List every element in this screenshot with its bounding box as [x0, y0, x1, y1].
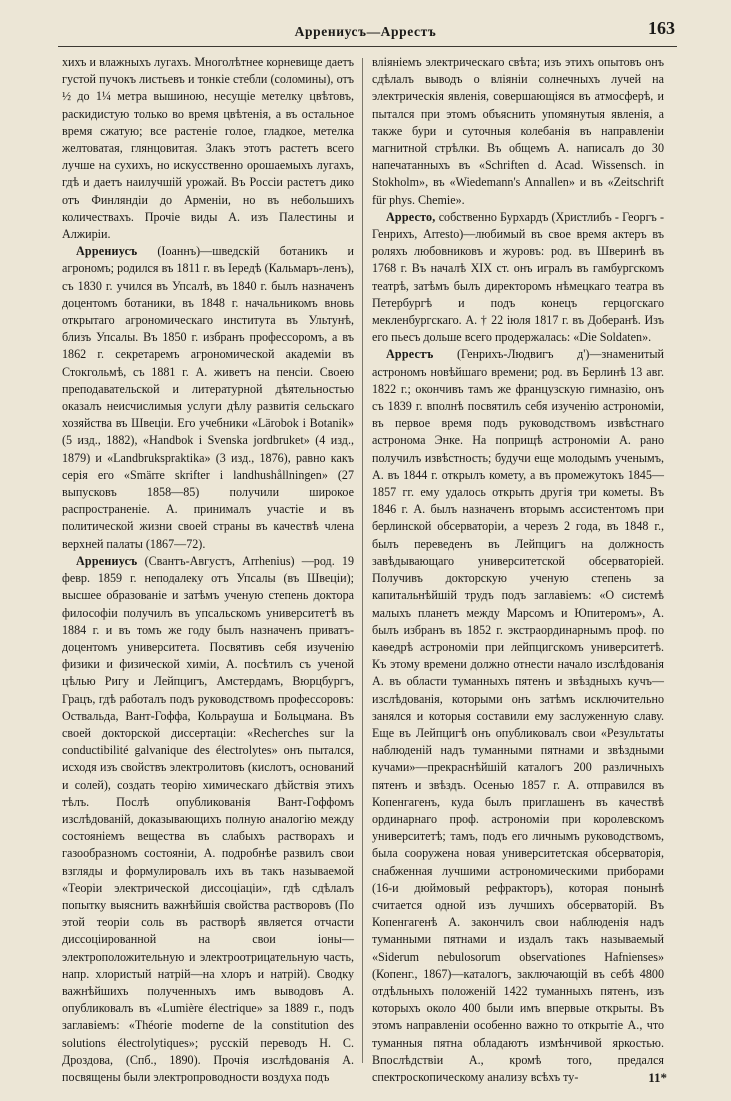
page-number: 163	[648, 18, 675, 38]
entry-body: (Свантъ-Августъ, Arrhenius) —род. 19 февр. 1859 г. неподалеку отъ Упсалы (въ Швеціи); высшее образованіе и затѣмъ ученую степень доктора философіи получилъ въ упсальскомъ университетѣ въ 1884 г. и въ томъ же году былъ назначенъ приватъ-доцентомъ университета. Посвятивъ себя изученію физики и физической химіи, А. посѣтилъ съ ученой цѣлью Ригу и Лейпцигъ, Амстердамъ, Вюрцбургъ, Грацъ, гдѣ работалъ подъ руководствомъ профессоровъ: Оствальда, Вант-Гоффа, Кольрауша и Больцмана. Въ своей докторской диссертаціи: «Recherches sur la conductibilité galvanique des électrolytes» онъ пытался, исходя изъ свойствъ электролитовъ (кислотъ, оснований и солей), создать теорію химическаго дѣйствія этихъ тѣлъ. Послѣ опубликованія Вант-Гоффомъ изслѣдованій, доказывающихъ полную аналогію между состояніемъ вещества въ слабыхъ растворахъ и газообразномъ состояніи, А. подробнѣе развилъ свои взгляды и формулировалъ ихъ въ такъ называемой «Теоріи электрической диссоціаціи», гдѣ сдѣлалъ попытку выяснить важнѣйшія свойства растворовъ (По этой теоріи соль въ растворѣ является отчасти диссоціированной на свои іоны—электроположительную и электроотрицательную часть, напр. хлористый натрій—на хлоръ и натрій). Сводку важнѣйшихъ полученныхъ имъ выводовъ А. опубликовалъ въ «Lumière électrique» за 1889 г., подъ заглавіемъ: «Théorie moderne de la constitution des solutions électrolytiques»; русскій переводъ Н. С. Дроздова, (Спб., 1890). Прочія изслѣдованія А. посвящены были электропроводности воздуха подъ	[62, 553, 354, 1084]
left-column	[62, 54, 354, 1084]
page-header	[0, 18, 731, 44]
continuation-text-right: вліяніемъ электрическаго свѣта; изъ этихъ опытовъ онъ сдѣлалъ выводъ о вліяніи солнечныхъ лучей на электрическія явленія, совершающіяся въ атмосферѣ, и пытался при этомъ объяснить упомянутыя явленія, а также бури и суточныя колебанія въ направленіи магнитной стрѣлки. Въ общемъ А. написалъ до 30 напечатанныхъ въ «Schriften d. Acad. Wissensch. in Stokholm», въ «Wiedemann's Annallen» и въ «Zeitschrift für phys. Chemie».	[372, 55, 664, 207]
continuation-text-left: хихъ и влажныхъ лугахъ. Многолѣтнее корневище даетъ густой пучокъ листьевъ и тонкіе стебли (соломины), отъ ½ до 1¼ метра вышиною, несущіе метелку цвѣтовъ, раскидистую только во время цвѣтенія, а въ остальное время сжатую; все растеніе голое, гладкое, метелка желтоватая, глянцовитая. Злакъ этотъ растетъ всего лучше на сухихъ, но искусственно орошаемыхъ лугахъ, гдѣ и даетъ наилучшій урожай. Въ Россіи растетъ дико отъ Финляндіи до Арменіи, но въ небольшихъ количествахъ. Прочіе виды А. изъ Палестины и Алжиріи.	[62, 55, 354, 242]
article-entry	[372, 346, 664, 1086]
entry-headword: Арресто,	[386, 209, 436, 224]
article-entry	[62, 553, 354, 1086]
running-title: Аррениусъ—Аррестъ	[294, 24, 437, 39]
article-entry	[372, 209, 664, 347]
column-divider	[362, 58, 363, 1063]
entry-body: (Іоаннъ)—шведскій ботаникъ и агрономъ; родился въ 1811 г. въ Іередѣ (Кальмаръ-ленъ), съ 1830 г. учился въ Упсалѣ, въ 1840 г. былъ назначенъ доцентомъ ботаники, въ 1848 г. начальникомъ вновь открытаго агрономическаго института въ Ультунѣ, близъ Упсалы. Въ 1850 г. избранъ профессоромъ, а въ 1862 г. секретаремъ агрономической академіи въ Стокгольмѣ, съ 1881 г. А. живетъ на пенсіи. Своею преподавательской и литературной дѣятельностью оказалъ неисчислимыя услуги дѣлу развитія сельскаго хозяйства въ Швеціи. Его учебники «Lärobok i Botanik» (5 изд., 1882), «Handbok i Svenska jordbruket» (4 изд., 1879) и «Landbrukspraktika» (3 изд., 1876), равно какъ серія его «Smärre skrifter i landhushållningen» (27 выпусковъ 1858—85) получили широкое распространеніе. А. принималъ участіе и въ политической жизни своей страны въ качествѣ члена верхней палаты (1867—72).	[62, 244, 354, 551]
entry-headword: Аррениусъ	[76, 553, 138, 568]
header-rule	[58, 46, 677, 47]
article-entry	[62, 243, 354, 553]
entry-headword: Аррестъ	[386, 347, 434, 362]
signature-mark: 11*	[648, 1070, 667, 1085]
entry-headword: Аррениусъ	[76, 244, 138, 259]
entry-body: собственно Бурхардъ (Христлибъ - Георгъ - Генрихъ, Arresto)—любимый въ свое время актеръ въ роляхъ любовниковъ и журовъ: род. въ Шверинѣ въ 1768 г. Въ началѣ XIX ст. онъ игралъ въ гамбургскомъ театрѣ, затѣмъ былъ директоромъ нѣмецкаго театра въ Петербургѣ и подъ конецъ герцогскаго мекленбургскаго. А. † 22 іюля 1817 г. въ Доберанѣ. Изъ его пьесъ дольше всего продержалась: «Die Soldaten».	[372, 209, 664, 345]
entry-body: (Генрихъ-Людвигъ д')—знаменитый астрономъ новѣйшаго времени; род. въ Берлинѣ 13 авг. 1822 г.; окончивъ тамъ же французскую гимназію, онъ съ 1839 г. вполнѣ посвятилъ себя изученію астрономіи, въ первое время подъ руководствомъ извѣстнаго астронома Энке. На поприщѣ астрономіи А. рано получилъ извѣстность; будучи еще молодымъ ученымъ, А. въ 1844 г. открылъ комету, а въ промежутокъ 1845—1857 гг. ему удалось открыть другія три кометы. Въ 1846 г. А. былъ назначенъ вторымъ ассистентомъ при берлинской обсерваторіи, а черезъ 2 года, въ 1848 г., былъ переведенъ въ Лейпцигъ на должность завѣдывающаго университетской обсерваторіей. Получивъ докторскую ученую степень за капитальнѣйшій трудъ подъ заглавіемъ: «О системѣ малыхъ планетъ между Марсомъ и Юпитеромъ», А. былъ избранъ въ 1852 г. экстраординарнымъ проф. по каѳедрѣ астрономіи при лейпцигскомъ университетѣ. Къ этому времени должно отнести начало изслѣдованія А. въ области туманныхъ пятенъ и звѣздныхъ кучъ—изслѣдованія, которыми онъ затѣмъ исключительно занялся и которыя составили ему заслуженную славу. Еще въ Лейпцигѣ онъ опубликовалъ свои «Результаты наблюденій надъ туманными пятнами и звѣздными кучами»—прекраснѣйшій каталогъ 200 различныхъ пятенъ и звѣздъ. Осенью 1857 г. А. отправился въ Копенгагенъ, куда былъ приглашенъ въ качествѣ ординарнаго проф. астрономіи при королевскомъ университетѣ; тамъ, подъ его личнымъ руководствомъ, была сооружена новая университетская обсерваторія, снабженная лучшими астрономическими приборами (16-и дюймовый рефракторъ), которая понынѣ считается одной изъ лучшихъ обсерваторій. Въ Копенгагенѣ А. закончилъ свои наблюденія надъ туманными пятнами и издалъ такъ называемый «Siderum nebulosorum observationes Hafnienses» (Копенг., 1867)—каталогъ, заключающій въ себѣ 4800 отдѣльныхъ положеній 1422 туманныхъ пятенъ, изъ которыхъ около 400 были имъ впервые открыты. Въ этомъ направленіи особенно важно то открытіе А., что туманныя пятна обладаютъ измѣнчивой яркостью. Впослѣдствіи А., кромѣ того, предался спектроскопическому анализу всѣхъ ту-	[372, 347, 664, 1084]
